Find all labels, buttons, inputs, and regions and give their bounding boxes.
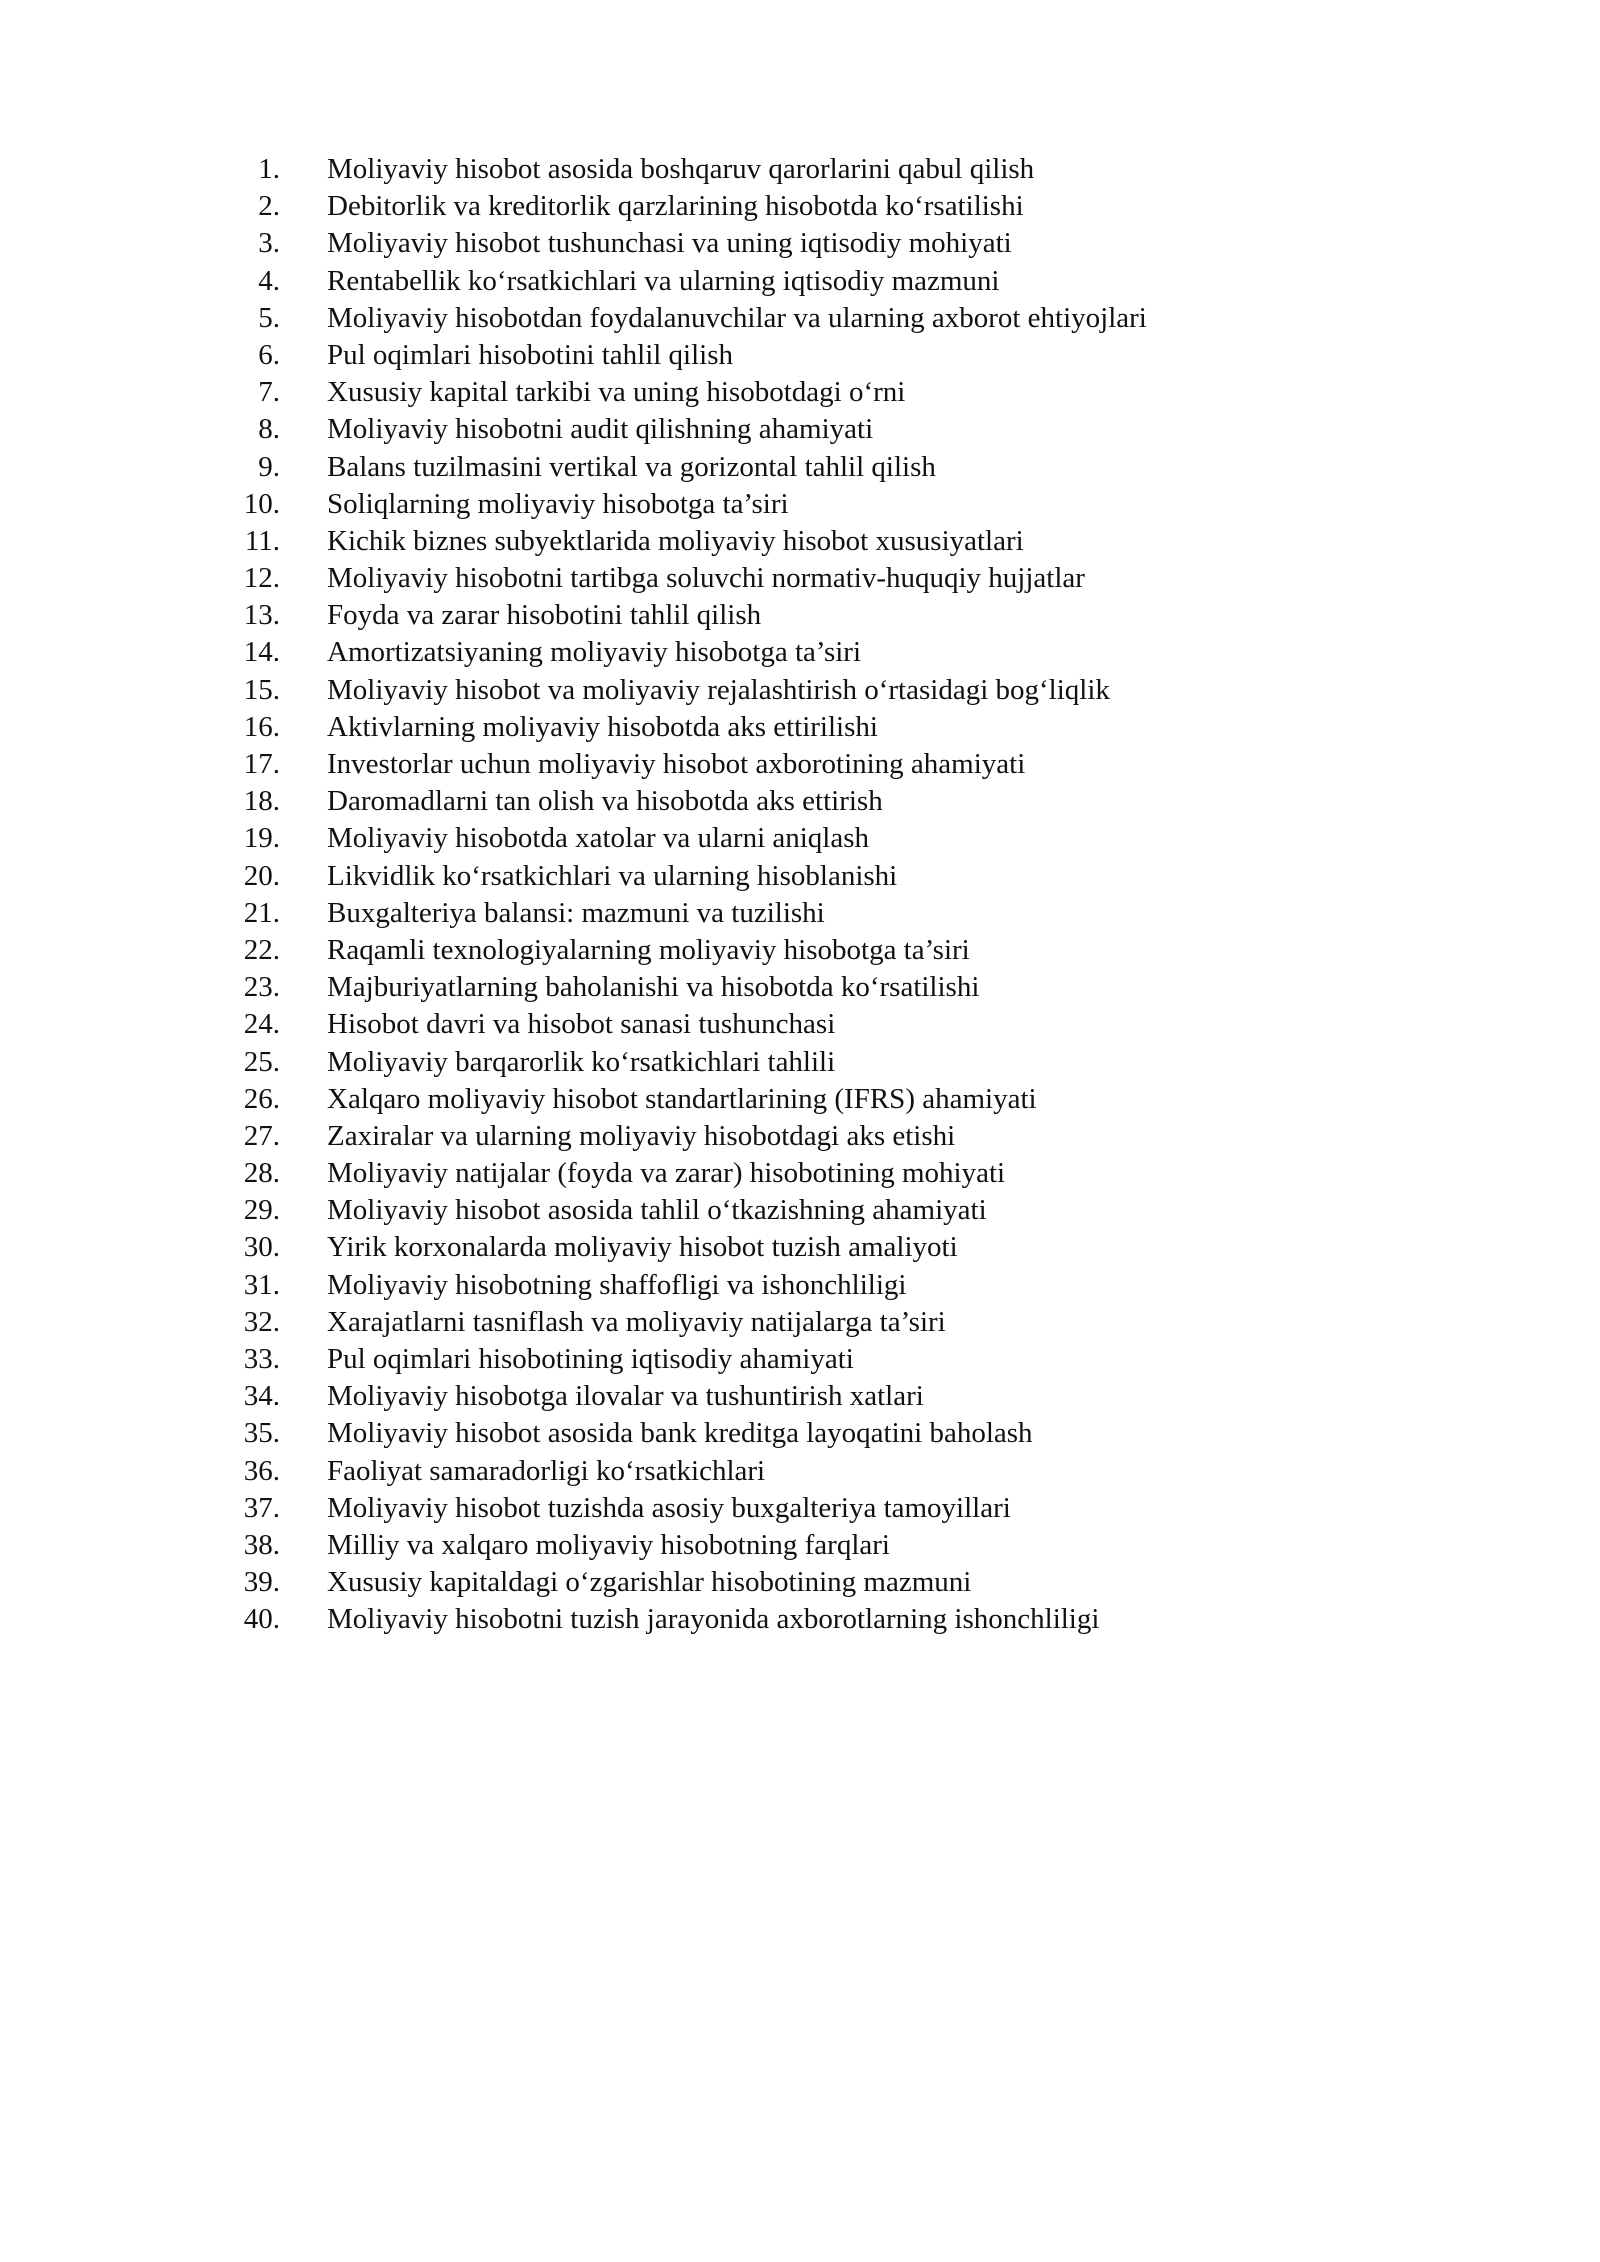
list-item-number: 38.	[243, 1528, 280, 1561]
list-item-number: 39.	[243, 1566, 280, 1599]
list-item	[200, 411, 1500, 448]
list-item	[200, 225, 1500, 262]
list-item-text: Moliyaviy hisobotni audit qilishning ahamiyati	[327, 413, 874, 446]
list-item	[200, 151, 1500, 188]
list-item-text: Milliy va xalqaro moliyaviy hisobotning farqlari	[327, 1528, 890, 1561]
list-item	[200, 1601, 1500, 1638]
list-item-number: 29.	[243, 1194, 280, 1227]
list-item-text: Rentabellik ko‘rsatkichlari va ularning iqtisodiy mazmuni	[327, 264, 1000, 297]
list-item	[200, 374, 1500, 411]
list-item	[200, 858, 1500, 895]
list-item-number: 35.	[243, 1417, 280, 1450]
list-item-text: Moliyaviy hisobot asosida tahlil o‘tkazishning ahamiyati	[327, 1194, 987, 1227]
list-item	[200, 263, 1500, 300]
list-item-number: 16.	[243, 710, 280, 743]
list-item	[200, 1415, 1500, 1452]
list-item-text: Zaxiralar va ularning moliyaviy hisobotdagi aks etishi	[327, 1119, 956, 1152]
list-item	[200, 188, 1500, 225]
list-item	[200, 560, 1500, 597]
list-item-number: 30.	[243, 1231, 280, 1264]
list-item	[200, 1267, 1500, 1304]
list-item-number: 12.	[243, 562, 280, 595]
list-item	[200, 486, 1500, 523]
list-item-text: Buxgalteriya balansi: mazmuni va tuzilishi	[327, 896, 825, 929]
list-item-text: Moliyaviy hisobotni tuzish jarayonida axborotlarning ishonchliligi	[327, 1603, 1100, 1636]
list-item	[200, 1378, 1500, 1415]
list-item	[200, 449, 1500, 486]
list-item-text: Daromadlarni tan olish va hisobotda aks ettirish	[327, 785, 883, 818]
list-item-number: 28.	[243, 1157, 280, 1190]
list-item-number: 27.	[243, 1119, 280, 1152]
list-item-text: Debitorlik va kreditorlik qarzlarining hisobotda ko‘rsatilishi	[327, 190, 1024, 223]
list-item-number: 15.	[243, 673, 280, 706]
list-item-text: Moliyaviy hisobot tushunchasi va uning iqtisodiy mohiyati	[327, 227, 1012, 260]
list-item-number: 6.	[258, 338, 280, 371]
list-item	[200, 1006, 1500, 1043]
list-item-number: 33.	[243, 1343, 280, 1375]
list-item	[200, 1229, 1500, 1266]
list-item-text: Hisobot davri va hisobot sanasi tushunchasi	[327, 1008, 836, 1041]
list-item-number: 7.	[258, 376, 280, 409]
list-item-text: Xalqaro moliyaviy hisobot standartlarining (IFRS) ahamiyati	[327, 1082, 1037, 1115]
list-item-number: 25.	[243, 1045, 280, 1078]
list-item-number: 23.	[243, 971, 280, 1004]
list-item-text: Moliyaviy hisobotni tartibga soluvchi normativ-huquqiy hujjatlar	[327, 562, 1085, 595]
list-item-number: 5.	[258, 301, 280, 334]
list-item-number: 22.	[243, 933, 280, 966]
list-item	[200, 969, 1500, 1006]
list-item	[200, 1155, 1500, 1192]
list-item-number: 10.	[243, 487, 280, 520]
list-item-number: 37.	[243, 1491, 280, 1524]
list-item-number: 26.	[243, 1082, 280, 1115]
list-item	[200, 932, 1500, 969]
list-item-text: Moliyaviy hisobotdan foydalanuvchilar va ularning axborot ehtiyojlari	[327, 301, 1147, 334]
list-item-text: Moliyaviy hisobot va moliyaviy rejalashtirish o‘rtasidagi bog‘liqlik	[327, 673, 1110, 706]
list-item-text: Yirik korxonalarda moliyaviy hisobot tuzish amaliyoti	[327, 1231, 958, 1264]
list-item-text: Investorlar uchun moliyaviy hisobot axborotining ahamiyati	[327, 748, 1026, 780]
list-item	[200, 1490, 1500, 1527]
list-item	[200, 1341, 1500, 1378]
list-item-text: Xususiy kapital tarkibi va uning hisobotdagi o‘rni	[327, 376, 906, 409]
list-item	[200, 300, 1500, 337]
list-item-number: 8.	[258, 413, 280, 446]
list-item-number: 4.	[258, 264, 280, 297]
list-item-number: 13.	[243, 599, 280, 632]
list-item-text: Pul oqimlari hisobotini tahlil qilish	[327, 338, 734, 371]
list-item	[200, 337, 1500, 374]
list-item	[200, 895, 1500, 932]
list-item	[200, 783, 1500, 820]
list-item-text: Balans tuzilmasini vertikal va gorizontal tahlil qilish	[327, 450, 936, 483]
list-item-number: 18.	[243, 785, 280, 818]
list-item	[200, 1118, 1500, 1155]
list-item-text: Moliyaviy hisobotda xatolar va ularni aniqlash	[327, 822, 870, 855]
list-item-number: 21.	[243, 896, 280, 929]
list-item-text: Majburiyatlarning baholanishi va hisobotda ko‘rsatilishi	[327, 971, 980, 1004]
list-item-number: 17.	[243, 748, 280, 780]
list-item	[200, 523, 1500, 560]
list-item	[200, 1081, 1500, 1118]
list-item-text: Pul oqimlari hisobotining iqtisodiy ahamiyati	[327, 1343, 854, 1375]
list-item-text: Moliyaviy natijalar (foyda va zarar) hisobotining mohiyati	[327, 1157, 1006, 1190]
list-item	[200, 1453, 1500, 1490]
list-item-number: 3.	[258, 227, 280, 260]
list-item-number: 24.	[243, 1008, 280, 1041]
list-item	[200, 746, 1500, 783]
list-item-number: 32.	[243, 1305, 280, 1338]
list-item	[200, 1304, 1500, 1341]
topic-list	[200, 151, 1500, 1639]
list-item	[200, 1044, 1500, 1081]
list-item	[200, 634, 1500, 671]
list-item-number: 20.	[243, 859, 280, 892]
list-item-number: 19.	[243, 822, 280, 855]
list-item-text: Foyda va zarar hisobotini tahlil qilish	[327, 599, 762, 632]
list-item-text: Xarajatlarni tasniflash va moliyaviy natijalarga ta’siri	[327, 1305, 946, 1338]
list-item-text: Faoliyat samaradorligi ko‘rsatkichlari	[327, 1454, 766, 1487]
list-item-number: 36.	[243, 1454, 280, 1487]
list-item	[200, 1564, 1500, 1601]
list-item-number: 11.	[244, 524, 280, 557]
list-item-number: 1.	[258, 153, 280, 185]
list-item-number: 31.	[243, 1268, 280, 1301]
list-item	[200, 1192, 1500, 1229]
list-item-text: Soliqlarning moliyaviy hisobotga ta’siri	[327, 487, 789, 520]
list-item	[200, 1527, 1500, 1564]
list-item-text: Moliyaviy hisobotning shaffofligi va ishonchliligi	[327, 1268, 907, 1301]
list-item-number: 14.	[243, 636, 280, 669]
list-item-text: Xususiy kapitaldagi o‘zgarishlar hisobotining mazmuni	[327, 1566, 972, 1599]
list-item-number: 34.	[243, 1380, 280, 1413]
list-item	[200, 820, 1500, 857]
list-item-text: Moliyaviy hisobot asosida boshqaruv qarorlarini qabul qilish	[327, 153, 1035, 185]
list-item-text: Moliyaviy hisobotga ilovalar va tushuntirish xatlari	[327, 1380, 924, 1413]
list-item-text: Moliyaviy hisobot tuzishda asosiy buxgalteriya tamoyillari	[327, 1491, 1011, 1524]
list-item-number: 40.	[243, 1603, 280, 1636]
list-item	[200, 597, 1500, 634]
list-item	[200, 709, 1500, 746]
list-item-text: Likvidlik ko‘rsatkichlari va ularning hisoblanishi	[327, 859, 898, 892]
list-item-text: Kichik biznes subyektlarida moliyaviy hisobot xususiyatlari	[327, 524, 1024, 557]
list-item-number: 2.	[258, 190, 280, 223]
list-item-text: Amortizatsiyaning moliyaviy hisobotga ta’siri	[327, 636, 862, 669]
list-item-text: Raqamli texnologiyalarning moliyaviy hisobotga ta’siri	[327, 933, 970, 966]
list-item-text: Aktivlarning moliyaviy hisobotda aks ettirilishi	[327, 710, 878, 743]
list-item-number: 9.	[258, 450, 280, 483]
list-item-text: Moliyaviy hisobot asosida bank kreditga layoqatini baholash	[327, 1417, 1033, 1450]
list-item-text: Moliyaviy barqarorlik ko‘rsatkichlari tahlili	[327, 1045, 836, 1078]
list-item	[200, 672, 1500, 709]
